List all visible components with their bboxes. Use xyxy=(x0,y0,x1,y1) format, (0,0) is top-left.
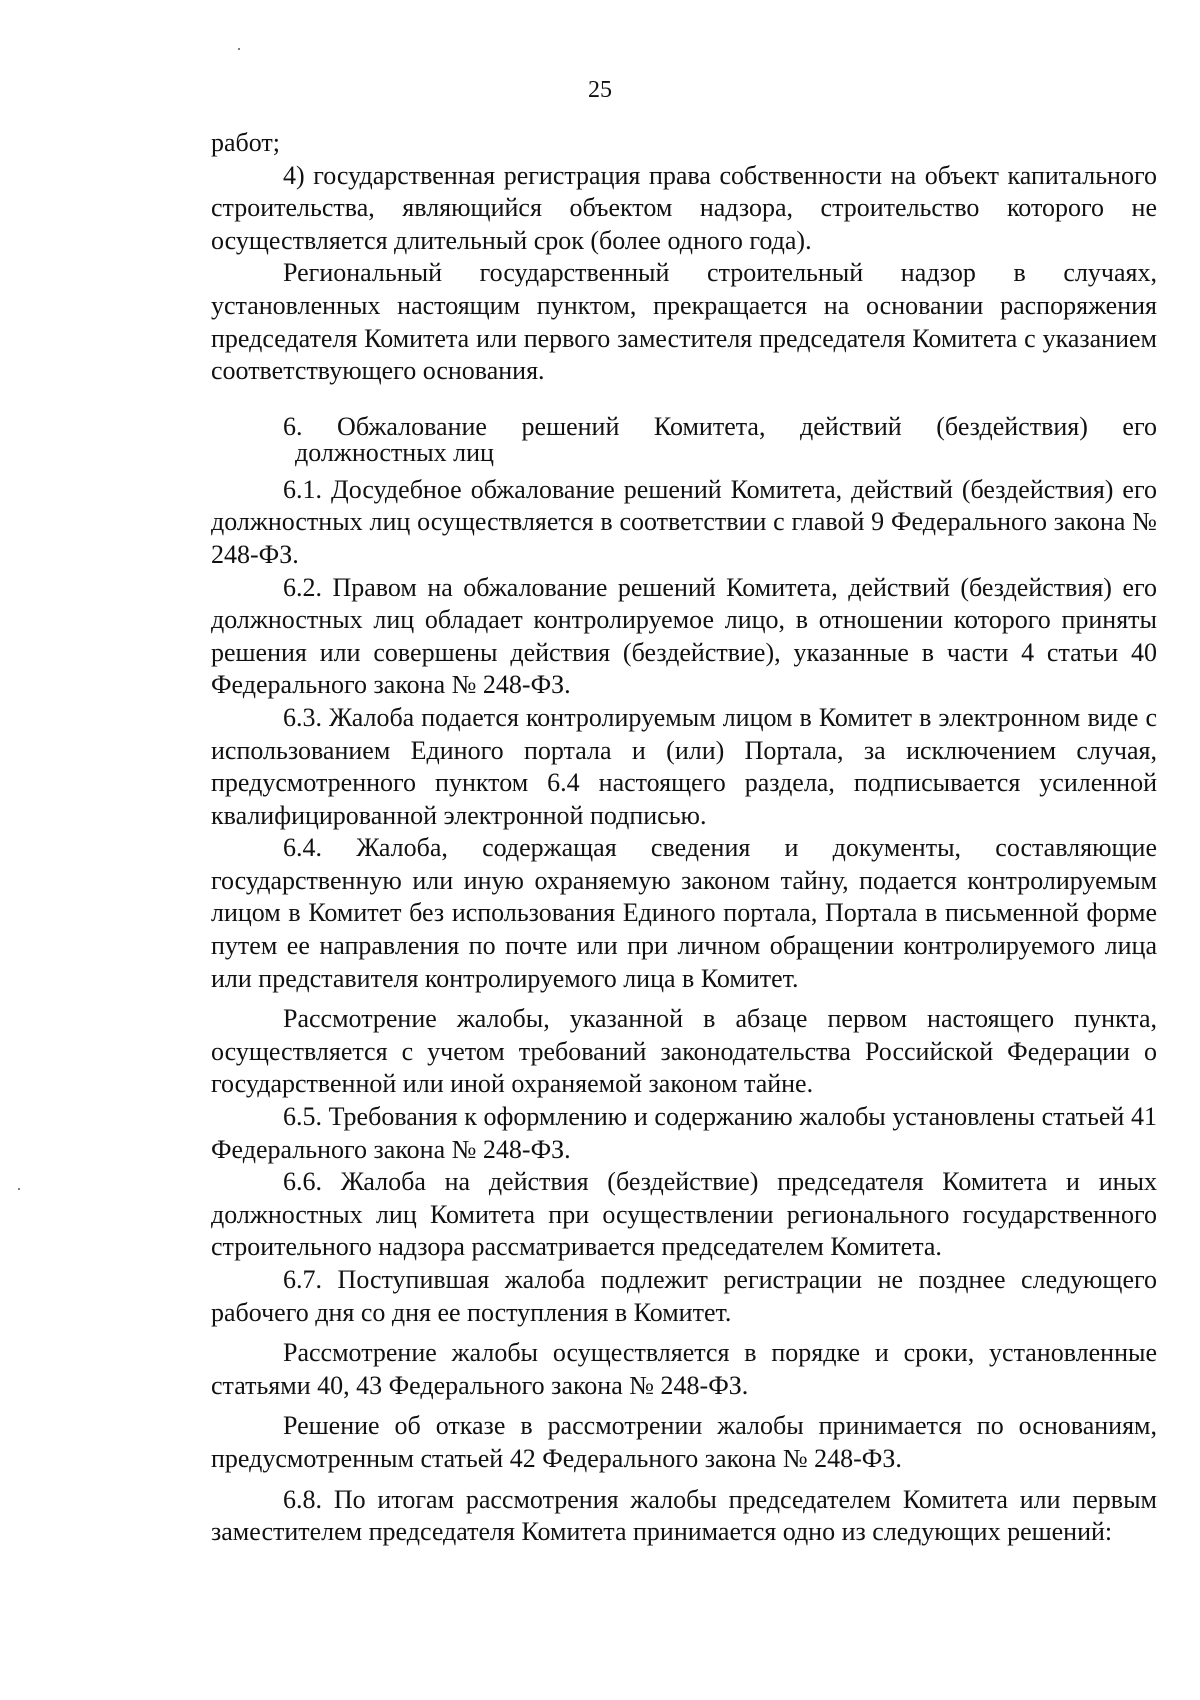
scan-speck xyxy=(18,1188,20,1190)
section-heading-line: 6. Обжалование решений Комитета, действий (бездействия) его xyxy=(283,411,1157,441)
paragraph: 4) государственная регистрация права собственности на объект капитального строительства, являющийся объектом надзора, строительство которого не осуществляется длительный срок (более одного года). xyxy=(211,160,1157,255)
paragraph: Рассмотрение жалобы осуществляется в порядке и сроки, установленные статьями 40, 43 Федерального закона № 248-ФЗ. xyxy=(211,1338,1157,1400)
paragraph: 6.6. Жалоба на действия (бездействие) председателя Комитета и иных должностных лиц Комитета при осуществлении регионального государственного строительного надзора рассматривается председателем Комитета. xyxy=(211,1167,1157,1262)
paragraph: 6.7. Поступившая жалоба подлежит регистрации не позднее следующего рабочего дня со дня ее поступления в Комитет. xyxy=(211,1265,1157,1327)
section-heading-line: должностных лиц xyxy=(295,437,494,467)
paragraph: Рассмотрение жалобы, указанной в абзаце первом настоящего пункта, осуществляется с учетом требований законодательства Российской Федерации о государственной или иной охраняемой законом тайне. xyxy=(211,1004,1157,1099)
paragraph: Региональный государственный строительный надзор в случаях, установленных настоящим пунктом, прекращается на основании распоряжения председателя Комитета или первого заместителя председателя Комитета с указанием соответствующего основания. xyxy=(211,258,1157,386)
paragraph: 6.8. По итогам рассмотрения жалобы председателем Комитета или первым заместителем председателя Комитета принимается одно из следующих решений: xyxy=(211,1484,1157,1547)
paragraph: 6.2. Правом на обжалование решений Комитета, действий (бездействия) его должностных лиц обладает контролируемое лицо, в отношении которого приняты решения или совершены действия (бездействие), указанные в части 4 статьи 40 Федерального закона № 248-ФЗ. xyxy=(211,572,1157,700)
paragraph: 6.5. Требования к оформлению и содержанию жалобы установлены статьей 41 Федерального закона № 248-ФЗ. xyxy=(211,1102,1157,1164)
scan-speck xyxy=(238,48,240,50)
paragraph: работ; xyxy=(211,128,281,157)
page-number: 25 xyxy=(588,77,612,103)
paragraph: 6.4. Жалоба, содержащая сведения и документы, составляющие государственную или иную охраняемую законом тайну, подается контролируемым лицом в Комитет без использования Единого портала, Портала в письменной форме путем ее направления по почте или при личном обращении контролируемого лица или представителя контролируемого лица в Комитет. xyxy=(211,833,1157,993)
document-body xyxy=(211,127,1157,1549)
paragraph: 6.3. Жалоба подается контролируемым лицом в Комитет в электронном виде с использованием Единого портала и (или) Портала, за исключением случая, предусмотренного пунктом 6.4 настоящего раздела, подписывается усиленной квалифицированной электронной подписью. xyxy=(211,702,1157,830)
section-heading xyxy=(283,411,1157,467)
paragraph: Решение об отказе в рассмотрении жалобы принимается по основаниям, предусмотренным статьей 42 Федерального закона № 248-ФЗ. xyxy=(211,1411,1157,1473)
paragraph: 6.1. Досудебное обжалование решений Комитета, действий (бездействия) его должностных лиц осуществляется в соответствии с главой 9 Федерального закона № 248-ФЗ. xyxy=(211,474,1157,569)
